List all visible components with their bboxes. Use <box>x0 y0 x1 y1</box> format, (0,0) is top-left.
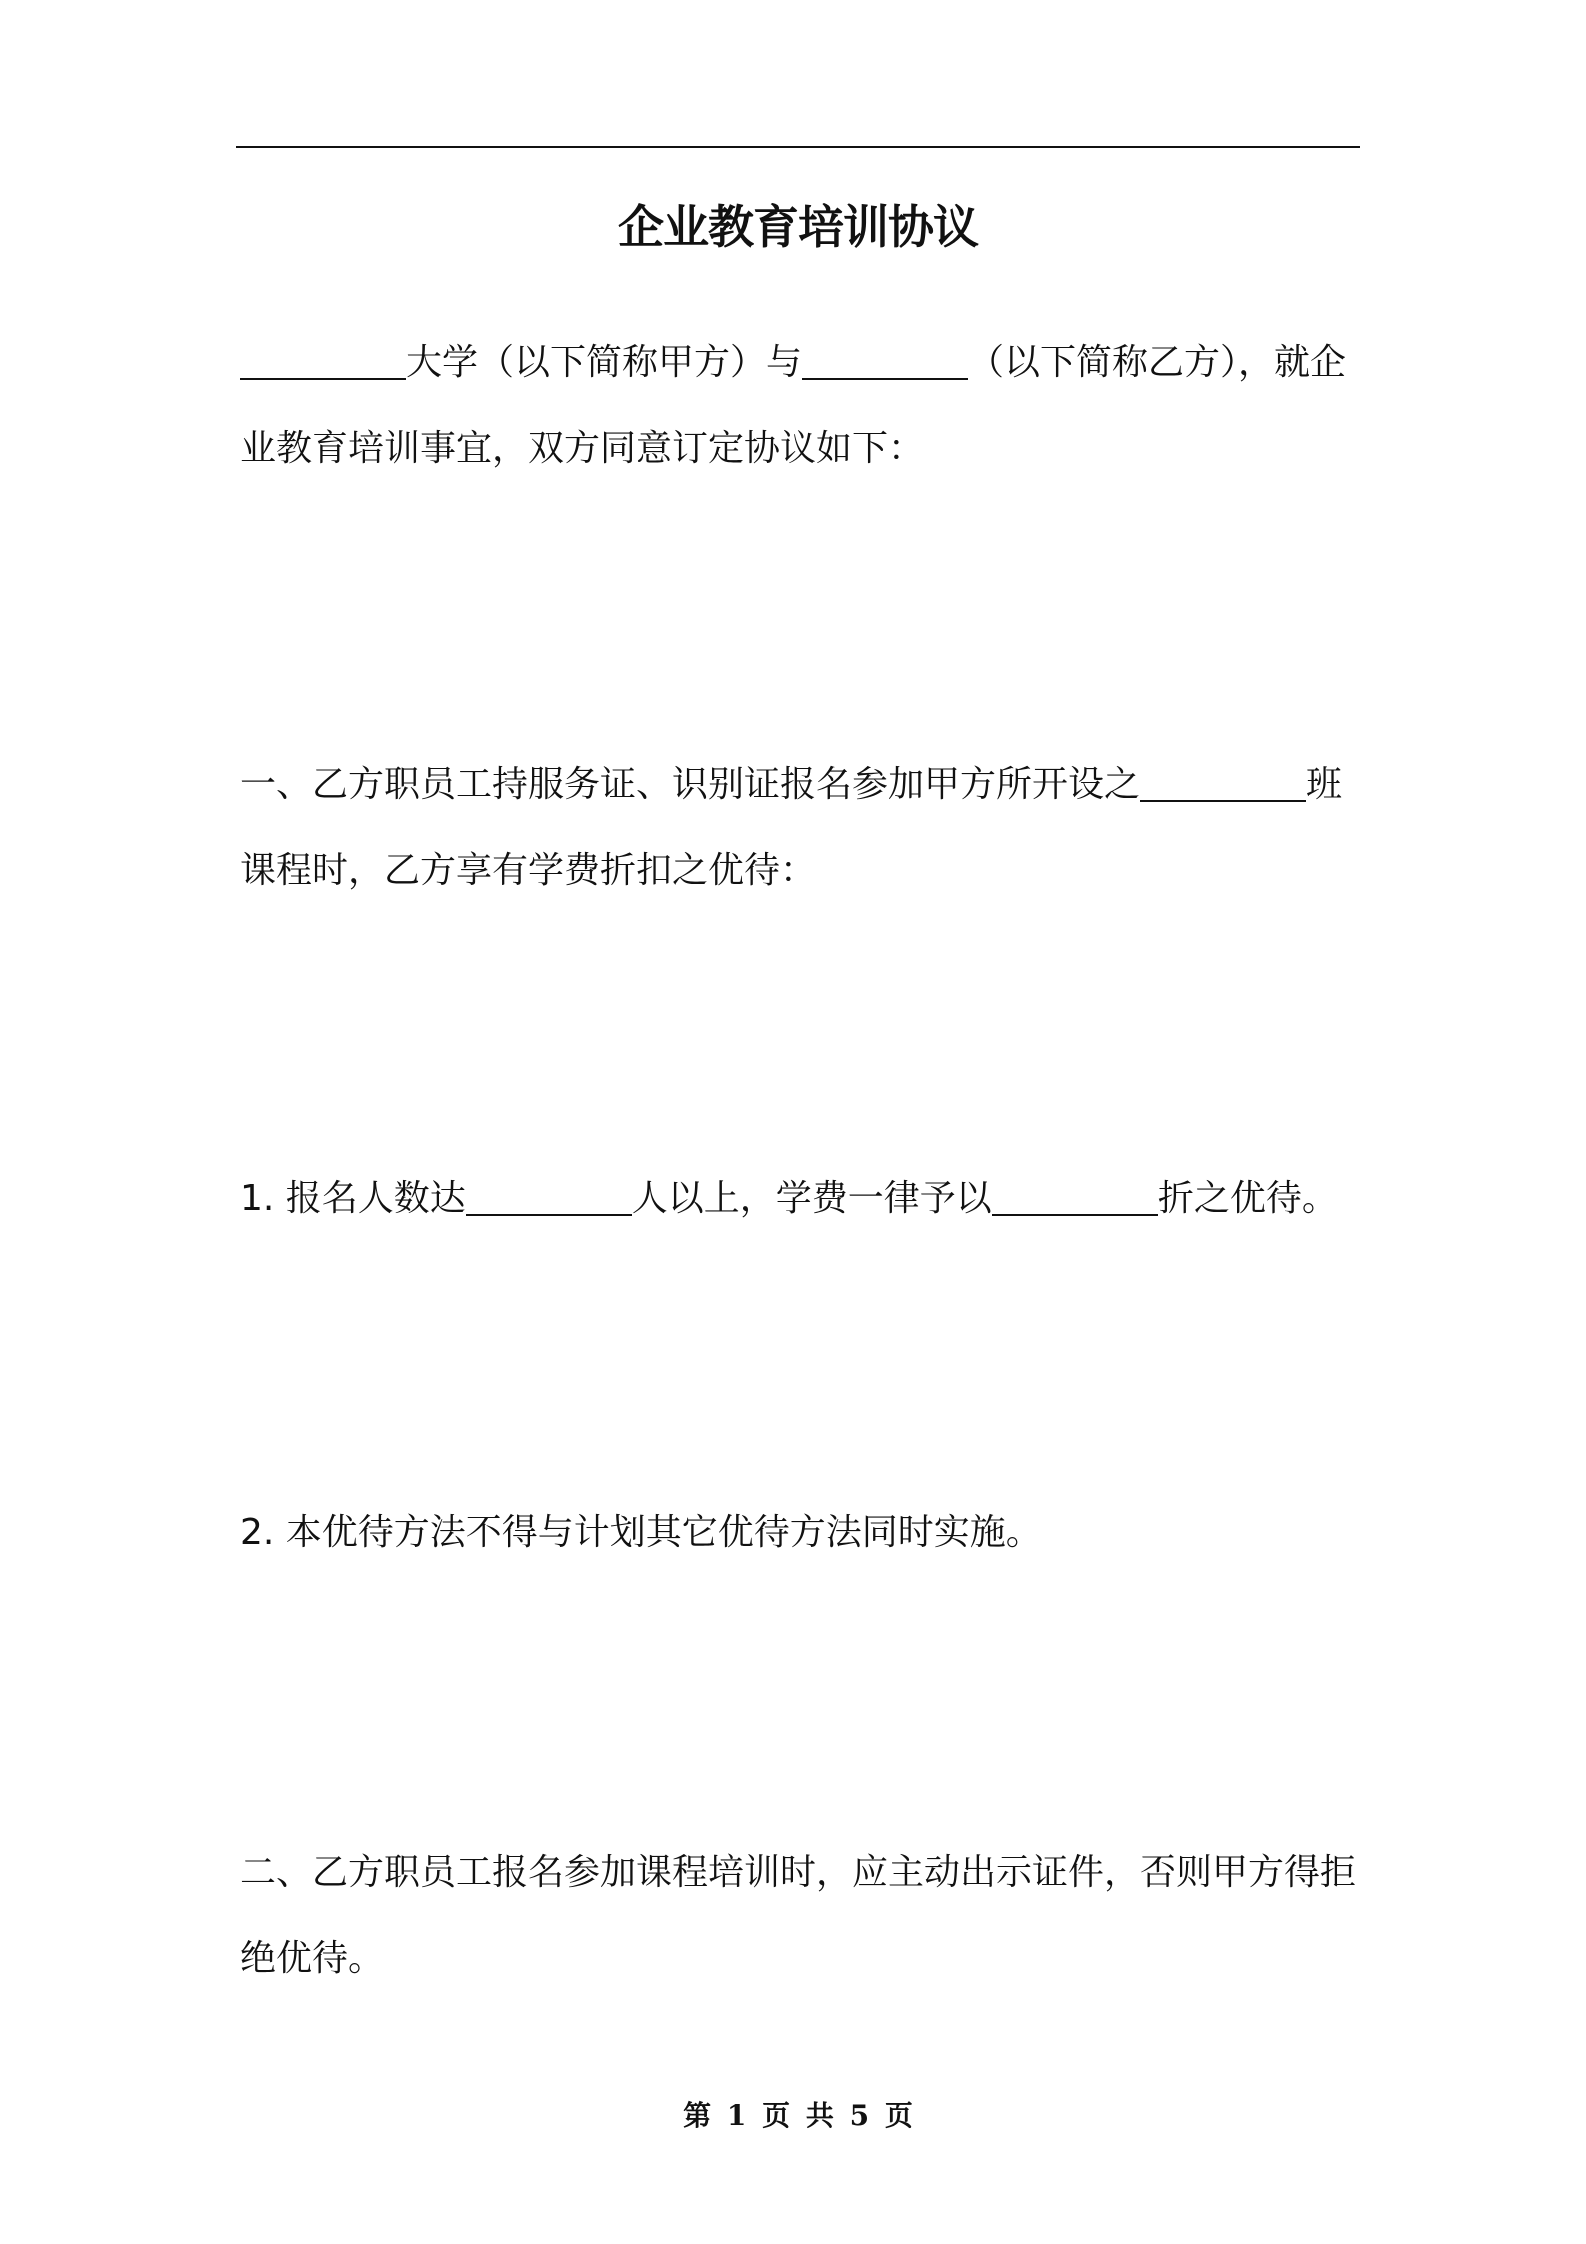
intro-paragraph <box>240 320 1360 492</box>
blank-field-university <box>240 338 406 380</box>
document-title: 企业教育培训协议 <box>618 200 978 254</box>
clause-1-text-part1: 一、乙方职员工持服务证、识别证报名参加甲方所开设之 <box>240 764 1141 805</box>
blank-field-party-b <box>802 338 968 380</box>
intro-text-part1: 大学（以下简称甲方）与 <box>406 342 803 383</box>
clause-2-paragraph: 二、乙方职员工报名参加课程培训时，应主动出示证件，否则甲方得拒绝优待。 <box>240 1852 1357 1979</box>
item-2-paragraph: 2. 本优待方法不得与计划其它优待方法同时实施。 <box>240 1512 1042 1553</box>
page-number-footer: 第 1 页 共 5 页 <box>683 2099 913 2132</box>
blank-field-headcount <box>466 1174 632 1216</box>
item-1-text-part1: 1. 报名人数达 <box>240 1178 466 1219</box>
item-1-text-part2: 人以上，学费一律予以 <box>631 1178 992 1219</box>
blank-field-course <box>1140 760 1306 802</box>
header-rule <box>236 146 1360 148</box>
item-1-text-part3: 折之优待。 <box>1157 1178 1338 1219</box>
clause-1-text-part2: 班课程时，乙方享有学费折扣之优待： <box>240 764 1343 891</box>
clause-1-paragraph <box>240 742 1360 914</box>
intro-text-part2: （以下简称乙方），就企业教育培训事宜，双方同意订定协议如下： <box>240 342 1347 469</box>
blank-field-discount <box>992 1174 1158 1216</box>
item-1-paragraph <box>240 1156 1360 1242</box>
